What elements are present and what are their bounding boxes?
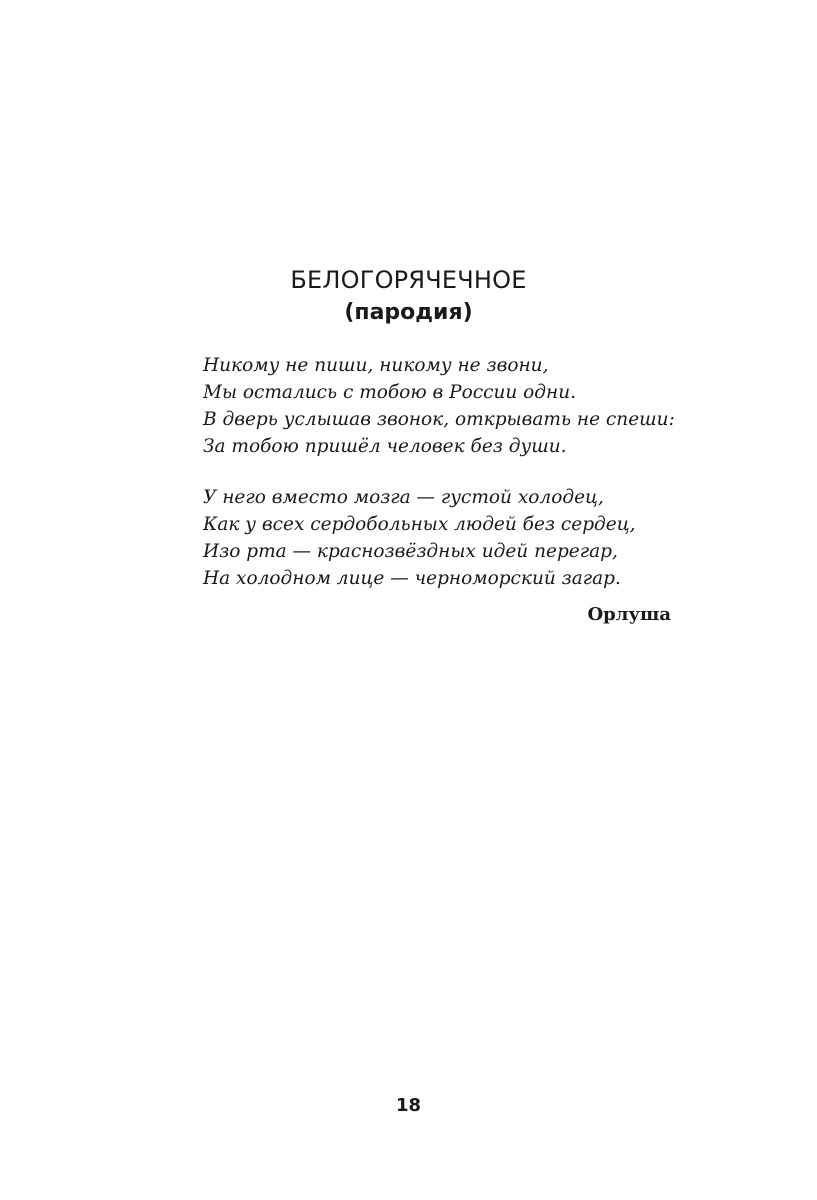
page-number: 18 bbox=[395, 1095, 422, 1116]
poem-body bbox=[203, 352, 683, 616]
poem-line: Как у всех сердобольных людей без сердец, bbox=[203, 514, 636, 535]
poem-line: Изо рта — краснозвёздных идей перегар, bbox=[203, 541, 618, 562]
poem-line: В дверь услышав звонок, открывать не спеши: bbox=[203, 409, 675, 430]
stanza-1 bbox=[203, 352, 683, 460]
poem-author: Орлуша bbox=[587, 604, 671, 625]
poem-line: Никому не пиши, никому не звони, bbox=[203, 355, 549, 376]
poem-title: БЕЛОГОРЯЧЕЧНОЕ bbox=[290, 266, 527, 294]
poem-line: За тобою пришёл человек без души. bbox=[203, 436, 567, 457]
poem-line: На холодном лице — черноморский загар. bbox=[203, 568, 621, 589]
poem-line: У него вместо мозга — густой холодец, bbox=[203, 487, 604, 508]
poem-subtitle: (пародия) bbox=[344, 300, 473, 325]
poem-line: Мы остались с тобою в России одни. bbox=[203, 382, 576, 403]
stanza-2 bbox=[203, 484, 683, 592]
